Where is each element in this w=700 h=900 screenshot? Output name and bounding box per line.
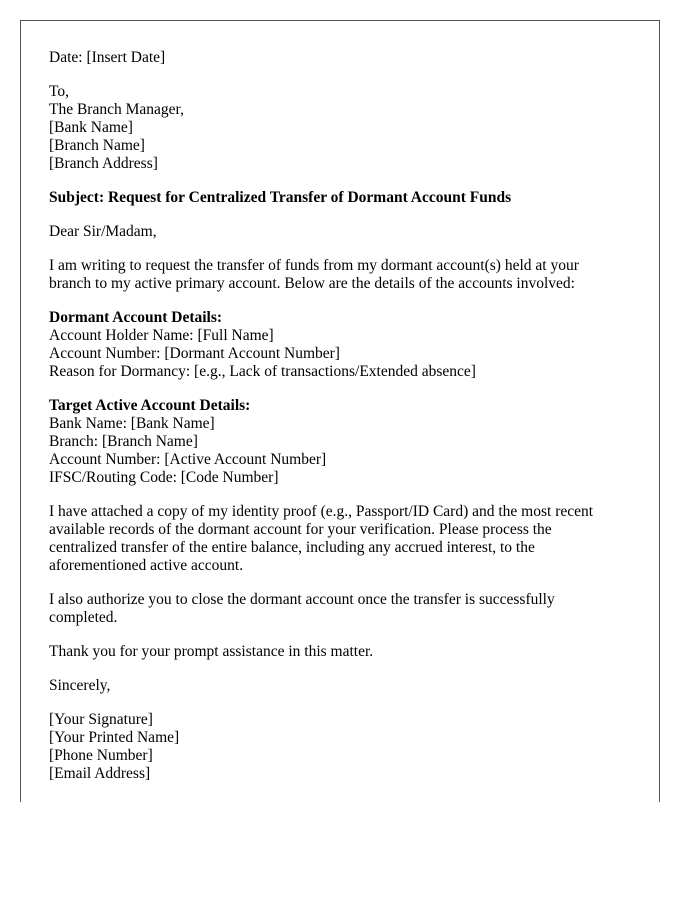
target-account-details: [49, 397, 639, 487]
intro-paragraph: [49, 257, 639, 293]
salutation-text: Dear Sir/Madam,: [49, 223, 157, 240]
target-line: Branch: [Branch Name]: [49, 433, 198, 450]
attachment-line: available records of the dormant account for your verification. Please process the: [49, 521, 552, 538]
address-line: [Bank Name]: [49, 119, 133, 136]
thanks-paragraph: [49, 643, 639, 661]
authorization-paragraph: [49, 591, 639, 627]
closing-text: Sincerely,: [49, 677, 111, 694]
address-line: [Branch Name]: [49, 137, 145, 154]
subject-text: Subject: Request for Centralized Transfer of Dormant Account Funds: [49, 189, 512, 206]
target-line: Account Number: [Active Account Number]: [49, 451, 327, 468]
intro-line: branch to my active primary account. Below are the details of the accounts involved:: [49, 275, 575, 292]
dormant-account-details: [49, 309, 639, 381]
date-line: [49, 49, 639, 67]
recipient-address: [49, 83, 639, 173]
target-line: IFSC/Routing Code: [Code Number]: [49, 469, 279, 486]
intro-line: I am writing to request the transfer of funds from my dormant account(s) held at your: [49, 257, 579, 274]
dormant-line: Account Number: [Dormant Account Number]: [49, 345, 340, 362]
attachment-line: aforementioned active account.: [49, 557, 244, 574]
attachment-line: I have attached a copy of my identity proof (e.g., Passport/ID Card) and the most recent: [49, 503, 594, 520]
target-heading: Target Active Account Details:: [49, 397, 251, 414]
attachment-paragraph: [49, 503, 639, 575]
subject-line: [49, 189, 639, 207]
target-line: Bank Name: [Bank Name]: [49, 415, 215, 432]
date-text: Date: [Insert Date]: [49, 49, 166, 66]
closing: [49, 677, 639, 695]
attachment-line: centralized transfer of the entire balance, including any accrued interest, to the: [49, 539, 535, 556]
letter-body: [49, 49, 639, 799]
salutation: [49, 223, 639, 241]
authorization-line: completed.: [49, 609, 118, 626]
letter-page: [20, 20, 660, 802]
thanks-text: Thank you for your prompt assistance in this matter.: [49, 643, 374, 660]
dormant-line: Account Holder Name: [Full Name]: [49, 327, 274, 344]
signature-line: [Email Address]: [49, 765, 151, 782]
signature-line: [Phone Number]: [49, 747, 153, 764]
signature-block: [49, 711, 639, 783]
address-line: The Branch Manager,: [49, 101, 184, 118]
address-line: To,: [49, 83, 70, 100]
dormant-line: Reason for Dormancy: [e.g., Lack of transactions/Extended absence]: [49, 363, 476, 380]
signature-line: [Your Signature]: [49, 711, 153, 728]
address-line: [Branch Address]: [49, 155, 158, 172]
authorization-line: I also authorize you to close the dormant account once the transfer is successfully: [49, 591, 555, 608]
dormant-heading: Dormant Account Details:: [49, 309, 223, 326]
signature-line: [Your Printed Name]: [49, 729, 180, 746]
